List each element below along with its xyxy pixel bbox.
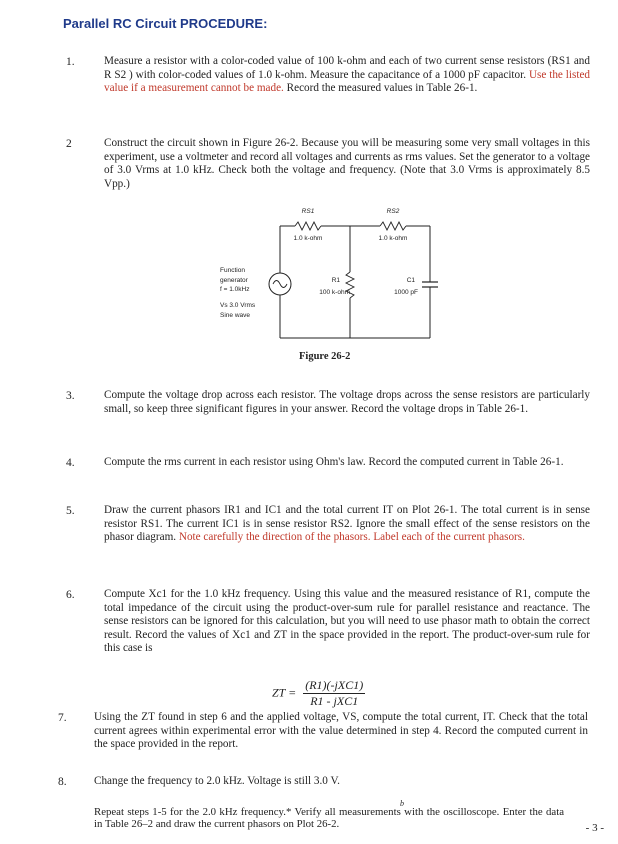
equation-lhs: ZT = — [272, 685, 297, 700]
gen-label-1: Function — [220, 267, 245, 274]
repeat-steps-text: Repeat steps 1-5 for the 2.0 kHz frequency.* Verify all measurements with the oscilloscope. Enter the data in Table 26–2 and draw the current phasors on Plot 26-2. — [94, 806, 564, 830]
figure-caption: Figure 26-2 — [299, 351, 351, 362]
step-number: 1. — [66, 56, 75, 68]
rs2-value: 1.0 k-ohm — [378, 235, 408, 242]
step-number: 4. — [66, 457, 75, 469]
rs1-value: 1.0 k-ohm — [293, 235, 323, 242]
step-8-text: Change the frequency to 2.0 kHz. Voltage is still 3.0 V. — [94, 775, 340, 787]
step-5-text — [104, 504, 590, 545]
c1-value: 1000 pF — [394, 289, 418, 296]
footnote-mark: b — [400, 799, 404, 808]
equation-numerator: (R1)(-jXC1) — [305, 678, 364, 692]
gen-voltage: Vs 3.0 Vrms — [220, 302, 256, 309]
rs1-resistor — [295, 222, 321, 230]
product-over-sum-equation — [272, 678, 365, 709]
circuit-figure — [200, 198, 460, 373]
step-number: 6. — [66, 589, 75, 601]
step-3-text: Compute the voltage drop across each resistor. The voltage drops across the sense resistors are particularly small, so keep three significant figures in your answer. Record the voltage drops in Table 26-1. — [104, 389, 590, 415]
step-5-main: Draw the current phasors IR1 and IC1 and the total current IT on Plot 26-1. The total current is in sense resistor RS1. The current IC1 is in sense resistor RS2. Ignore the small effect of the sense resistors on the phasor diagram. — [104, 504, 590, 544]
step-4-text: Compute the rms current in each resistor using Ohm's law. Record the computed current in Table 26-1. — [104, 456, 564, 468]
rs2-resistor — [380, 222, 406, 230]
rs2-label: RS2 — [386, 208, 400, 215]
step-6-text: Compute Xc1 for the 1.0 kHz frequency. Using this value and the measured resistance of R1, compute the total impedance of the circuit using the product-over-sum rule for parallel resistance and reactance. The sense resistors can be ignored for this calculation, but you will need to use phasor math to obtain the correct result. Record the values of Xc1 and ZT in the space provided in the report. The product-over-sum rule for this case is — [104, 588, 590, 655]
r1-value: 100 k-ohm — [319, 289, 350, 296]
gen-frequency: f = 1.0kHz — [220, 286, 250, 293]
step-number: 3. — [66, 390, 75, 402]
step-number: 8. — [58, 776, 67, 788]
step-7-text: Using the ZT found in step 6 and the applied voltage, VS, compute the total current, IT. Check that the total current agrees within experimental error with the value determined in step 4. Record the computed current in the space provided in the report. — [94, 711, 588, 751]
gen-waveform: Sine wave — [220, 312, 250, 319]
step-1-post: Record the measured values in Table 26-1. — [286, 82, 478, 95]
step-1-note: Use the listed value if a measurement cannot be made. — [104, 68, 590, 95]
page-title: Parallel RC Circuit PROCEDURE: — [63, 16, 268, 31]
c1-label: C1 — [406, 277, 415, 284]
step-number: 2 — [66, 138, 72, 150]
step-number: 7. — [58, 712, 67, 724]
page-number: - 3 - — [585, 822, 604, 834]
gen-label-2: generator — [220, 277, 248, 284]
r1-label: R1 — [331, 277, 340, 284]
step-1-main: Measure a resistor with a color-coded value of 100 k-ohm and each of two current sense resistors (RS1 and R S2 ) with color-coded values of 1.0 k-ohm. Measure the capacitance of a 1000 pF capacitor. — [104, 55, 590, 81]
step-number: 5. — [66, 505, 75, 517]
step-5-note: Note carefully the direction of the phasors. Label each of the current phasors. — [178, 531, 525, 544]
step-1-text — [104, 55, 590, 96]
rs1-label: RS1 — [301, 208, 315, 215]
equation-denominator: R1 - jXC1 — [310, 694, 359, 708]
step-2-text: Construct the circuit shown in Figure 26-2. Because you will be measuring some very small voltages in this experiment, use a voltmeter and record all voltages and currents as rms values. Set the generator to a voltage of 3.0 Vrms at 1.0 kHz. Check both the voltage and frequency. (Note that 3.0 Vrms is approximately 8.5 Vpp.) — [104, 137, 590, 190]
